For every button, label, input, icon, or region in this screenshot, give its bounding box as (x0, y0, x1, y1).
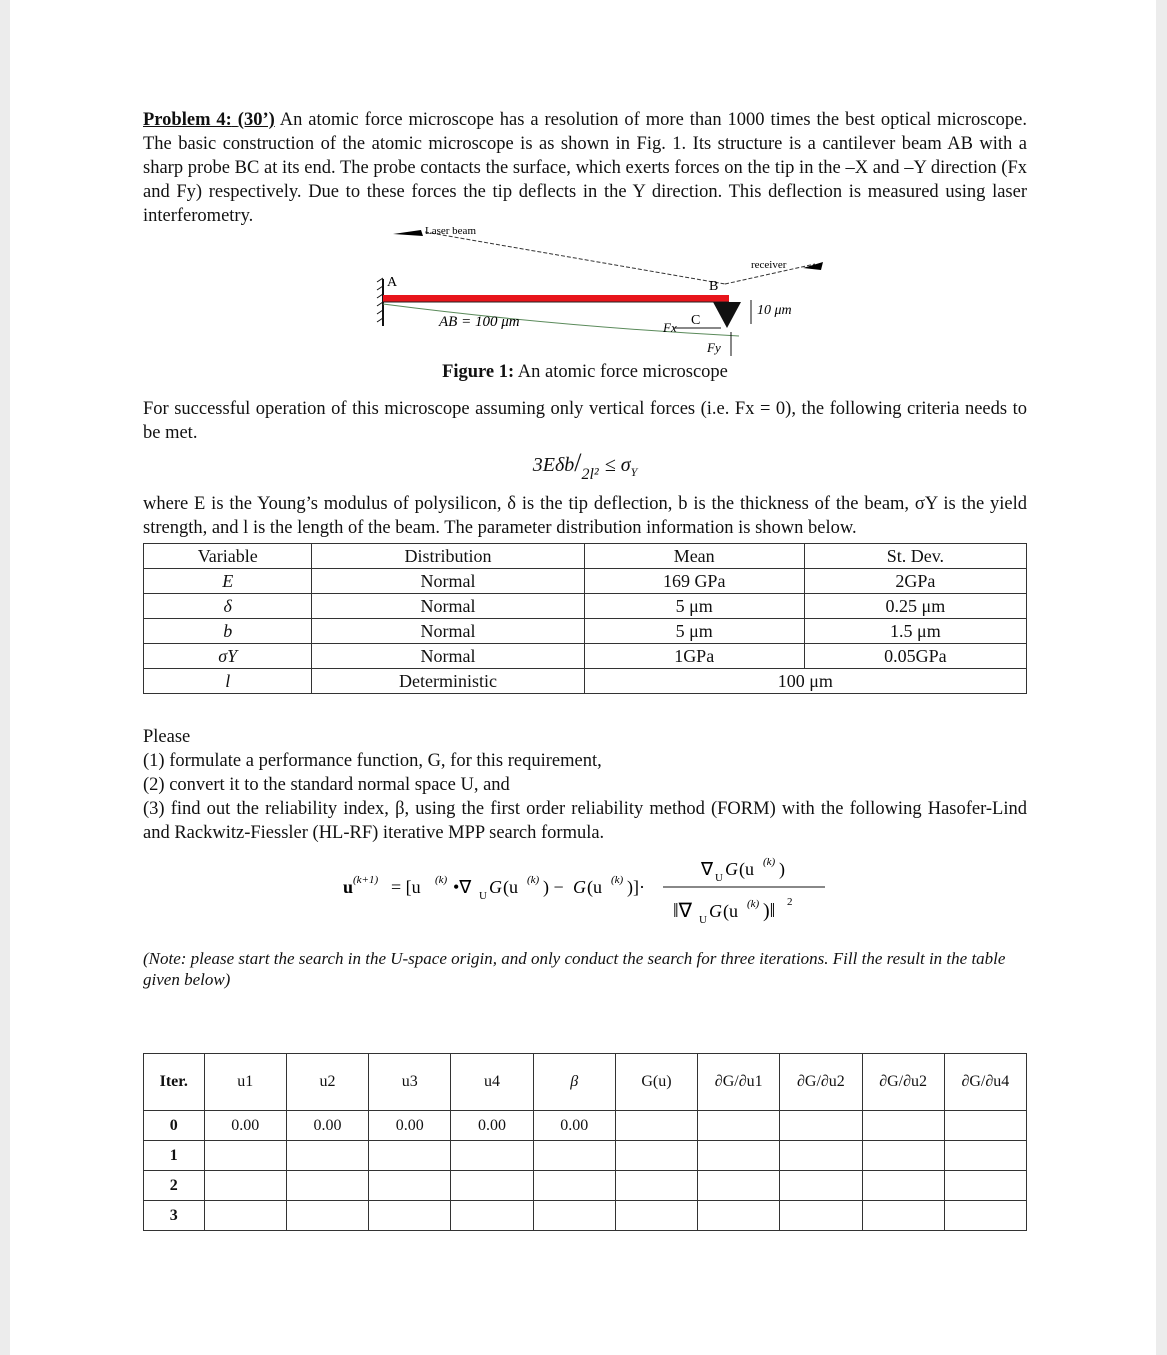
laser-label: Laser beam (425, 225, 476, 237)
svg-text:G: G (709, 901, 722, 921)
svg-text:U: U (699, 914, 707, 926)
figure-caption: Figure 1: An atomic force microscope (442, 362, 728, 382)
laser-beam-line (425, 232, 725, 284)
point-c-label: C (691, 313, 701, 328)
svg-text:(k): (k) (747, 898, 760, 910)
svg-text:) −: ) − (543, 877, 564, 897)
header-mean: Mean (584, 544, 804, 569)
table-row: 3 (144, 1201, 1027, 1231)
svg-text:(u: (u (587, 877, 602, 897)
fy-label: Fy (707, 340, 721, 355)
receiver-icon (803, 262, 823, 270)
cantilever-beam (383, 295, 729, 302)
svg-text:•∇: •∇ (453, 877, 472, 897)
iteration-table (143, 1053, 1027, 1231)
where-text: where E is the Young’s modulus of polysilicon, δ is the tip deflection, b is the thickness of the beam, σY is the yield strength, and l is the length of the beam. The parameter distribution information is shown below. (143, 494, 1027, 538)
table-row: l Deterministic 100 μm (144, 669, 1027, 694)
svg-text:): ) (779, 859, 785, 879)
table-row: 2 (144, 1171, 1027, 1201)
probe-length-label: 10 μm (757, 303, 792, 318)
header-distribution: Distribution (312, 544, 584, 569)
table-row: b Normal 5 μm 1.5 μm (144, 619, 1027, 644)
svg-text:(k): (k) (611, 874, 624, 886)
deflection-curve (383, 304, 739, 336)
svg-text:(u: (u (503, 877, 518, 897)
table-row: 0 0.00 0.00 0.00 0.00 0.00 (144, 1111, 1027, 1141)
header-variable: Variable (144, 544, 312, 569)
header-stdev: St. Dev. (804, 544, 1026, 569)
fx-label: Fx (663, 320, 677, 335)
laser-source-icon (393, 230, 423, 236)
svg-text:(k): (k) (527, 874, 540, 886)
content (143, 0, 1027, 1355)
hlrf-formula (343, 845, 843, 935)
svg-text:(u: (u (739, 859, 754, 879)
table-row: E Normal 169 GPa 2GPa (144, 569, 1027, 594)
svg-text:‖∇: ‖∇ (673, 900, 692, 922)
table-row: σY Normal 1GPa 0.05GPa (144, 644, 1027, 669)
svg-text:(k+1): (k+1) (353, 874, 379, 886)
afm-figure (353, 224, 833, 364)
criteria-formula: $3E\delta b/_{2l^2} \le \sigma_Y$ (532, 448, 638, 483)
header-iter: Iter. (144, 1054, 205, 1111)
problem-statement (143, 108, 1027, 228)
document-page (10, 0, 1156, 1355)
problem-intro: An atomic force microscope has a resolution of more than 1000 times the best optical microscope. The basic construction of the atomic microscope is as shown in Fig. 1. Its structure is a cantilever beam AB with a sharp probe BC at its end. The probe contacts the surface, which exerts forces on the tip in the –X and –Y direction (Fx and Fy) respectively. Due to these forces the tip deflects in the Y direction. This deflection is measured using laser interferometry. (143, 110, 1028, 226)
parameter-table (143, 543, 1027, 694)
svg-text:= [u: = [u (391, 877, 421, 897)
svg-text:(u: (u (723, 901, 738, 921)
svg-text:G: G (573, 877, 586, 897)
table-row: 1 (144, 1141, 1027, 1171)
problem-label: Problem 4: (30’) (143, 110, 275, 130)
beam-length-label: AB = 100 μm (439, 314, 520, 330)
note-text: (Note: please start the search in the U-space origin, and only conduct the search for three iterations. Fill the result in the table given below) (143, 949, 1006, 989)
point-b-label: B (709, 279, 719, 294)
svg-text:U: U (479, 890, 487, 902)
svg-text:G: G (489, 877, 502, 897)
svg-text:)]·: )]· (627, 877, 645, 897)
svg-text:(k): (k) (763, 856, 776, 868)
svg-text:u: u (343, 877, 354, 897)
svg-text:G: G (725, 859, 738, 879)
svg-text:U: U (715, 872, 723, 884)
svg-text:∇: ∇ (701, 859, 714, 879)
svg-text:)‖: )‖ (763, 900, 776, 922)
receiver-label: receiver (751, 259, 787, 271)
probe-tip (713, 302, 741, 328)
iteration-table-header: Iter. u1 u2 u3 u4 β G(u) ∂G/∂u1 ∂G/∂u2 ∂G/∂u2 ∂G/∂u4 (144, 1054, 1027, 1111)
parameter-table-header (144, 544, 1027, 569)
instructions: Please (1) formulate a performance function, G, for this requirement, (2) convert it to the standard normal space U, and (3) find out the reliability index, β, using the first order reliability method (FORM) with the following Hasofer-Lind and Rackwitz-Fiessler (HL-RF) iterative MPP search formula. (143, 727, 1027, 843)
table-row: δ Normal 5 μm 0.25 μm (144, 594, 1027, 619)
svg-text:(k): (k) (435, 874, 448, 886)
svg-text:2: 2 (787, 896, 793, 908)
criteria-text: For successful operation of this microscope assuming only vertical forces (i.e. Fx = 0), the following criteria needs to be met. (143, 399, 1027, 443)
point-a-label: A (387, 275, 398, 290)
